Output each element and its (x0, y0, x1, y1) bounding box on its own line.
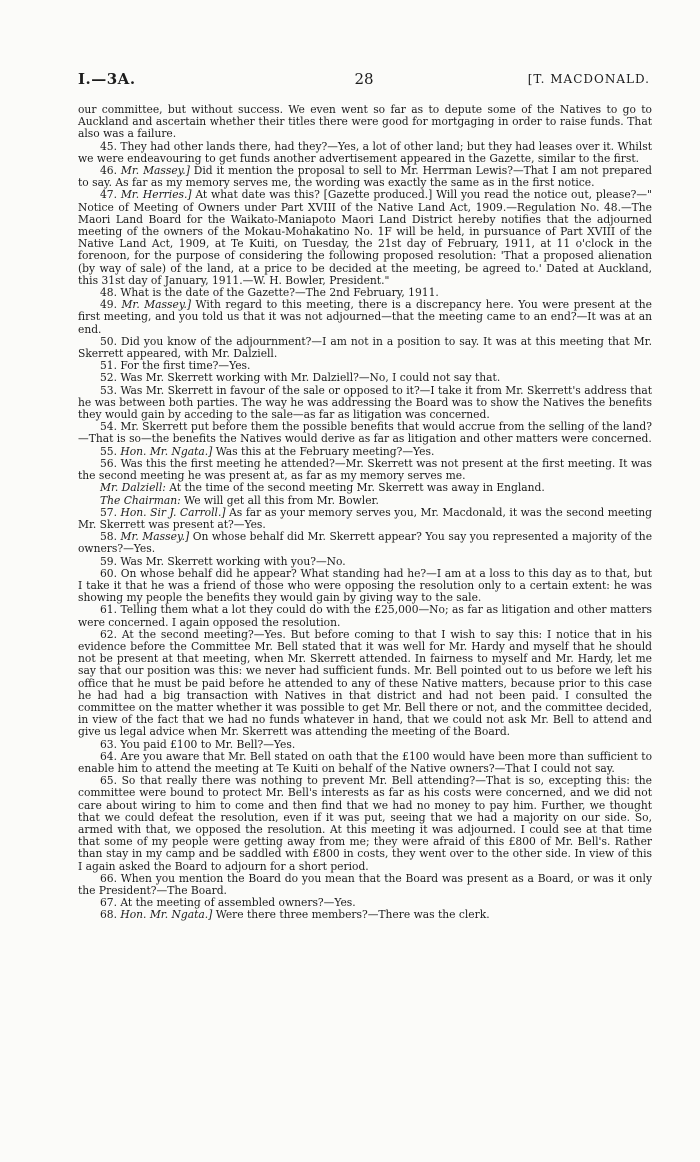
paragraph-text: 48. What is the date of the Gazette?—The 2nd February, 1911. (100, 286, 439, 300)
paragraph-text: With regard to this meeting, there is a discrepancy here. You were present at the first meeting, and you told us that it was not adjourned—that the meeting came to an end?—It was at an end. (78, 298, 652, 336)
speaker-name: Hon. Mr. Ngata.] (120, 444, 213, 458)
question-answer-paragraph (78, 104, 652, 141)
paragraph-text: Was this at the February meeting?—Yes. (215, 444, 435, 458)
question-answer-paragraph (78, 873, 652, 897)
question-number: 57. (100, 505, 117, 519)
speaker-name: Mr. Herries.] (120, 188, 192, 202)
speaker-name: Mr. Massey.] (120, 164, 190, 178)
paragraph-text: 50. Did you know of the adjournment?—I am not in a position to say. It was at this meeting that Mr. Skerrett appeared, with Mr. Dalziell. (78, 334, 652, 361)
paragraph-text: At what date was this? [Gazette produced.] Will you read the notice out, please?—" Notice of Meeting of Owners under Part XVIII of the Native Land Act, 1909.—Regulation No. 48.—The Maori Land Board for the Waikato-Maniapoto Maori Land District hereby notifies that the adjourned meeting of the owners of the Mokau-Mohakatino No. 1F will be held, in pursuance of Part XVIII of the Native Land Act, 1909, at Te Kuiti, on Tuesday, the 21st day of February, 1911, at 11 o'clock in the forenoon, for the purpose of considering the following proposed resolution: 'That a proposed alienation (by way of sale) of the land, at a price to be decided at the meeting, be agreed to.' Dated at Auckland, this 31st day of January, 1911.—W. H. Bowler, President." (78, 188, 652, 287)
paragraph-text: 54. Mr. Skerrett put before them the possible benefits that would accrue from the selling of the land?—That is so—the benefits the Natives would derive as far as litigation and other matters were concerned. (78, 420, 652, 446)
question-number: 47. (100, 188, 117, 202)
paper-section: I.—3A. (78, 70, 136, 88)
paragraph-text: At the time of the second meeting Mr. Skerrett was away in England. (169, 481, 545, 495)
question-answer-paragraph (78, 141, 652, 165)
question-answer-paragraph (78, 775, 652, 873)
paragraph-text: 52. Was Mr. Skerrett working with Mr. Dalziell?—No, I could not say that. (100, 371, 501, 385)
paragraph-text: We will get all this from Mr. Bowler. (184, 493, 379, 507)
question-number: 58. (100, 530, 117, 544)
speaker-name: Hon. Sir J. Carroll.] (120, 505, 226, 519)
paragraph-text: 63. You paid £100 to Mr. Bell?—Yes. (100, 737, 296, 751)
question-answer-paragraph (78, 299, 652, 336)
question-number: 49. (100, 298, 117, 312)
paragraph-text: 59. Was Mr. Skerrett working with you?—No. (100, 554, 346, 568)
paragraph-text: 56. Was this the first meeting he attended?—Mr. Skerrett was not present at the first meeting. It was the second meeting he was present at, as far as my memory serves me. (78, 456, 652, 483)
paragraph-text: 51. For the first time?—Yes. (100, 359, 251, 373)
question-answer-paragraph (78, 189, 652, 287)
paragraph-text: 66. When you mention the Board do you mean that the Board was present as a Board, or was it only the President?—The Board. (78, 871, 652, 897)
question-number: 68. (100, 908, 117, 922)
page-header (78, 70, 650, 92)
paragraph-text: 61. Telling them what a lot they could do with the £25,000—No; as far as litigation and other matters were concerned. I again opposed the resolution. (78, 603, 652, 629)
paragraph-text: 62. At the second meeting?—Yes. But before coming to that I wish to say this: I notice that in his evidence before the Committee Mr. Bell stated that it was well for Mr. Hardy and myself that he should not be present at that meeting, when Mr. Skerrett attended. In fairness to myself and Mr. Hardy, let me say that our position was this: we never had sufficient funds. Mr. Bell pointed out to us before we left his office that he must be paid before he attended to any of these Native matters, because prior to this case he had had a big transaction with Natives in that district and had not been paid. I consulted the committee on the matter whether it was possible to get Mr. Bell there or not, and the committee decided, in view of the fact that we had no funds whatever in hand, that we could not ask Mr. Bell to attend and give us legal advice when Mr. Skerrett was attending the meeting of the Board. (78, 627, 652, 739)
question-answer-paragraph (78, 909, 652, 921)
paragraph-text: 45. They had other lands there, had they?—Yes, a lot of other land; but they had leases over it. Whilst we were endeavouring to get funds another advertisement appeared in the Gazette, similar to the first. (78, 139, 652, 165)
paragraph-text: As far as your memory serves you, Mr. Macdonald, it was the second meeting Mr. Skerrett was present at?—Yes. (78, 505, 652, 531)
question-answer-paragraph (78, 336, 652, 360)
paragraph-text: our committee, but without success. We even went so far as to depute some of the Natives to go to Auckland and ascertain whether their titles there were good for mortgaging in order to raise funds. That also was a failure. (78, 103, 652, 141)
speaker-name: The Chairman: (100, 493, 181, 507)
question-number: 55. (100, 444, 117, 458)
paragraph-text: 65. So that really there was nothing to prevent Mr. Bell attending?—That is so, excepting this: the committee were bound to protect Mr. Bell's interests as far as his costs were concerned, and we did not care about wiring to him to come and then find that we had no money to pay him. Further, we thought that we could defeat the resolution, even if it was put, seeing that we had a majority on our side. So, armed with that, we opposed the resolution. At this meeting it was adjourned. I could see at that time that some of my people were getting away from me; they were afraid of this £800 of Mr. Bell's. Rather than stay in my camp and be saddled with £800 in costs, they went over to the other side. In view of this I again asked the Board to adjourn for a short period. (78, 774, 652, 873)
speaker-name: Mr. Massey.] (121, 298, 192, 312)
speaker-name: Mr. Dalziell: (100, 481, 166, 495)
question-answer-paragraph (78, 751, 652, 775)
speaker-name: Hon. Mr. Ngata.] (120, 908, 213, 922)
paragraph-text: 67. At the meeting of assembled owners?—Yes. (100, 896, 356, 910)
question-answer-paragraph (78, 507, 652, 531)
question-answer-paragraph (78, 604, 652, 628)
question-answer-paragraph (78, 421, 652, 445)
paragraph-text: 60. On whose behalf did he appear? What standing had he?—I am at a loss to this day as to that, but I take it that he was a friend of those who were opposing the resolution only to a certain extent: he was showing my people the benefits they would gain by giving way to the sale. (78, 566, 652, 605)
paragraph-text: Did it mention the proposal to sell to Mr. Herrman Lewis?—That I am not prepared to say. As far as my memory serves me, the wording was exactly the same as in the first notice. (78, 164, 652, 190)
question-answer-paragraph (78, 165, 652, 189)
question-answer-paragraph (78, 629, 652, 739)
paragraph-text: 53. Was Mr. Skerrett in favour of the sale or opposed to it?—I take it from Mr. Skerrett's address that he was between both parties. The way he was addressing the Board was to show the Natives the benefits they would gain by acceding to the sale—as far as litigation was concerned. (78, 383, 652, 422)
question-answer-paragraph (78, 568, 652, 605)
question-answer-paragraph (78, 458, 652, 482)
question-number: 46. (100, 164, 117, 178)
paragraph-text: Were there three members?—There was the clerk. (215, 908, 490, 922)
evidence-text (78, 104, 652, 922)
question-answer-paragraph (78, 531, 652, 555)
witness-name: [T. MACDONALD. (527, 72, 650, 86)
paragraph-text: On whose behalf did Mr. Skerrett appear? You say you represented a majority of the owners?—Yes. (78, 530, 653, 556)
question-answer-paragraph (78, 385, 652, 422)
speaker-name: Mr. Massey.] (120, 530, 190, 544)
paragraph-text: 64. Are you aware that Mr. Bell stated on oath that the £100 would have been more than sufficient to enable him to attend the meeting at Te Kuiti on behalf of the Native owners?—That I could not say. (78, 749, 652, 775)
page-number: 28 (354, 70, 374, 88)
